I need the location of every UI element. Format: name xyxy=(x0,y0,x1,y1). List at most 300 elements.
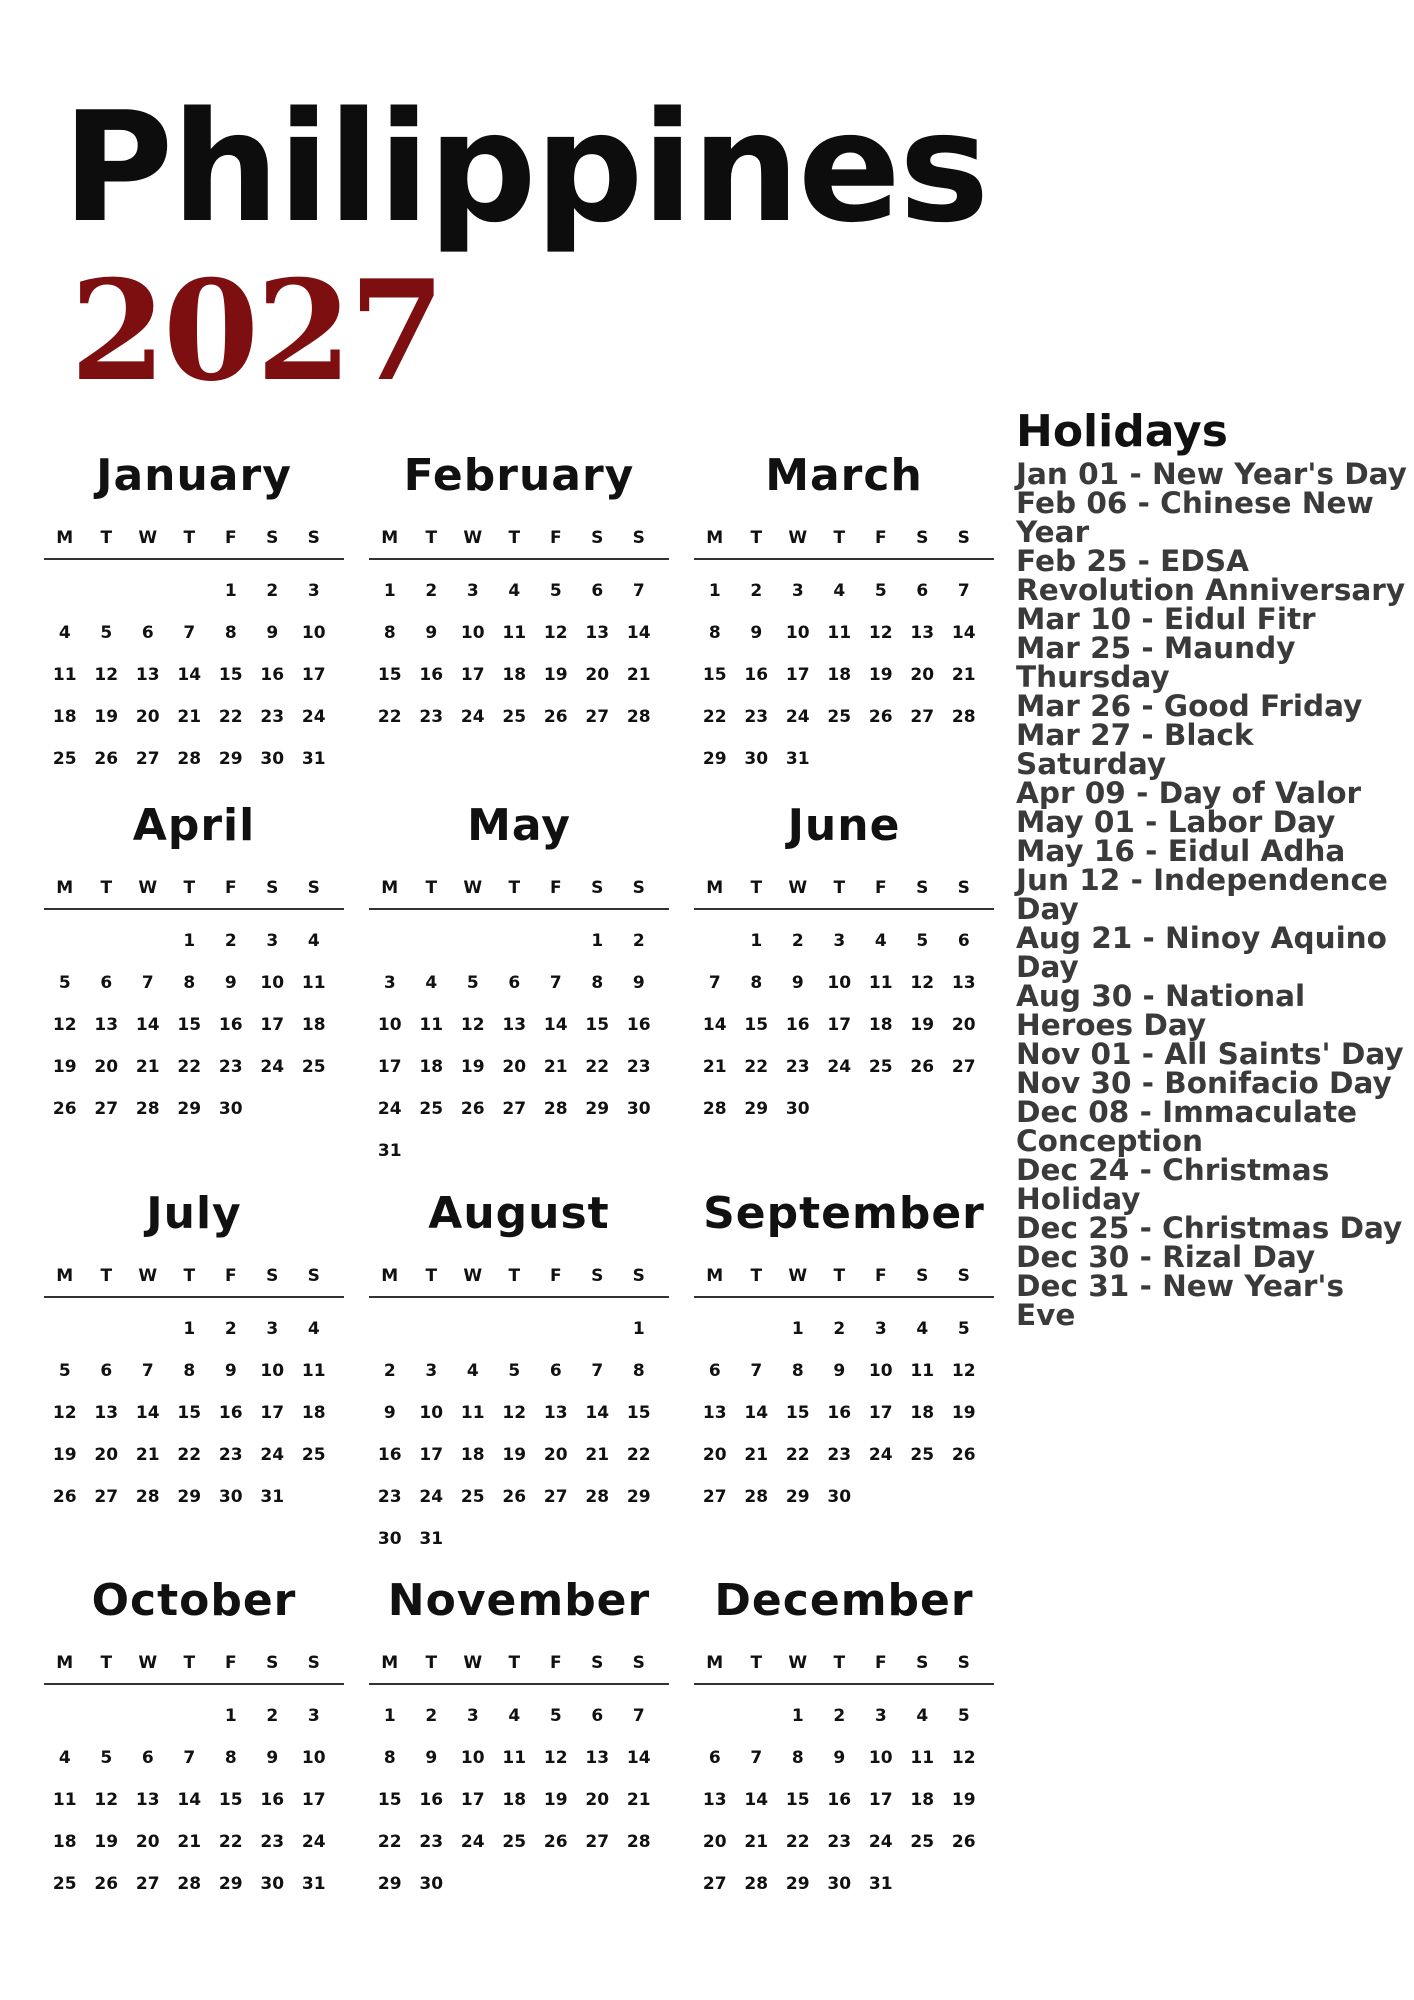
day-cell: 17 xyxy=(260,1403,285,1423)
month-june xyxy=(694,798,994,1130)
day-cell: 3 xyxy=(266,1319,279,1339)
day-cell: 31 xyxy=(301,749,326,769)
month-name: June xyxy=(787,800,901,851)
day-cell: 19 xyxy=(502,1445,527,1465)
day-cell: 20 xyxy=(951,1015,976,1035)
day-cell: 16 xyxy=(785,1015,810,1035)
day-cell: 29 xyxy=(785,1487,810,1507)
day-cell: 4 xyxy=(58,1748,71,1768)
day-cell: 19 xyxy=(910,1015,935,1035)
day-cell: 16 xyxy=(218,1015,243,1035)
day-cell: 6 xyxy=(591,581,604,601)
weekday-header xyxy=(369,878,669,910)
weekday-label: T xyxy=(750,878,763,898)
empty-cell xyxy=(169,570,211,612)
day-cell: 10 xyxy=(419,1403,444,1423)
day-cell: 24 xyxy=(460,707,485,727)
day-cell: 17 xyxy=(827,1015,852,1035)
day-cell: 29 xyxy=(744,1099,769,1119)
weekday-label: S xyxy=(266,878,279,898)
day-cell: 11 xyxy=(502,623,527,643)
day-cell: 1 xyxy=(224,1706,237,1726)
day-cell: 6 xyxy=(591,1706,604,1726)
day-cell: 15 xyxy=(218,665,243,685)
day-cell: 30 xyxy=(827,1487,852,1507)
weekday-label: T xyxy=(183,528,196,548)
day-cell: 26 xyxy=(460,1099,485,1119)
day-cell: 30 xyxy=(218,1099,243,1119)
weekday-label: W xyxy=(463,1653,483,1673)
day-cell: 20 xyxy=(910,665,935,685)
month-october xyxy=(44,1573,344,1905)
day-cell: 23 xyxy=(744,707,769,727)
day-cell: 17 xyxy=(301,665,326,685)
day-grid xyxy=(694,1308,994,1518)
holiday-item: Mar 26 - Good Friday xyxy=(1016,689,1363,724)
weekday-label: S xyxy=(266,1266,279,1286)
month-december xyxy=(694,1573,994,1905)
day-cell: 11 xyxy=(419,1015,444,1035)
day-cell: 14 xyxy=(177,1790,202,1810)
day-cell: 29 xyxy=(218,749,243,769)
day-grid xyxy=(44,1308,344,1518)
weekday-label: W xyxy=(463,1266,483,1286)
day-cell: 10 xyxy=(301,1748,326,1768)
weekday-label: S xyxy=(632,878,645,898)
day-cell: 13 xyxy=(585,623,610,643)
day-cell: 13 xyxy=(135,1790,160,1810)
day-cell: 2 xyxy=(383,1361,396,1381)
day-cell: 7 xyxy=(183,1748,196,1768)
empty-cell xyxy=(577,1308,619,1350)
day-cell: 23 xyxy=(827,1445,852,1465)
weekday-label: T xyxy=(100,1266,113,1286)
weekday-label: W xyxy=(788,528,808,548)
weekday-header xyxy=(44,528,344,560)
day-cell: 17 xyxy=(460,665,485,685)
day-cell: 24 xyxy=(301,1832,326,1852)
day-cell: 18 xyxy=(910,1403,935,1423)
weekday-label: M xyxy=(381,878,399,898)
weekday-label: F xyxy=(224,1653,237,1673)
weekday-label: W xyxy=(788,878,808,898)
day-cell: 12 xyxy=(460,1015,485,1035)
holidays-title: Holidays xyxy=(1016,406,1228,457)
weekday-label: M xyxy=(706,1266,724,1286)
weekday-header xyxy=(369,1266,669,1298)
day-cell: 23 xyxy=(218,1445,243,1465)
empty-cell xyxy=(452,920,494,962)
day-cell: 25 xyxy=(460,1487,485,1507)
day-cell: 17 xyxy=(260,1015,285,1035)
day-cell: 4 xyxy=(874,931,887,951)
day-cell: 14 xyxy=(626,623,651,643)
day-cell: 18 xyxy=(419,1057,444,1077)
day-cell: 7 xyxy=(549,973,562,993)
holiday-item: Dec 24 - Christmas Holiday xyxy=(1016,1153,1330,1217)
day-cell: 29 xyxy=(218,1874,243,1894)
holiday-item: Dec 25 - Christmas Day xyxy=(1016,1211,1403,1246)
day-cell: 15 xyxy=(218,1790,243,1810)
month-name: February xyxy=(403,450,635,501)
day-cell: 12 xyxy=(94,665,119,685)
weekday-label: S xyxy=(591,878,604,898)
day-cell: 22 xyxy=(177,1445,202,1465)
day-cell: 27 xyxy=(951,1057,976,1077)
day-cell: 22 xyxy=(702,707,727,727)
day-cell: 16 xyxy=(827,1403,852,1423)
day-cell: 19 xyxy=(94,1832,119,1852)
day-cell: 13 xyxy=(910,623,935,643)
holiday-item: Mar 27 - Black Saturday xyxy=(1016,718,1254,782)
day-cell: 5 xyxy=(549,1706,562,1726)
day-cell: 21 xyxy=(543,1057,568,1077)
day-cell: 19 xyxy=(951,1403,976,1423)
day-cell: 14 xyxy=(543,1015,568,1035)
weekday-label: S xyxy=(957,1266,970,1286)
day-cell: 5 xyxy=(957,1319,970,1339)
weekday-label: T xyxy=(508,878,521,898)
day-cell: 15 xyxy=(177,1015,202,1035)
day-cell: 31 xyxy=(868,1874,893,1894)
holiday-item: Jan 01 - New Year's Day xyxy=(1016,457,1407,492)
day-cell: 27 xyxy=(543,1487,568,1507)
day-cell: 20 xyxy=(585,1790,610,1810)
day-cell: 12 xyxy=(868,623,893,643)
day-grid xyxy=(369,920,669,1172)
empty-cell xyxy=(44,1308,86,1350)
day-cell: 13 xyxy=(94,1015,119,1035)
day-cell: 31 xyxy=(260,1487,285,1507)
weekday-header xyxy=(694,1653,994,1685)
day-cell: 4 xyxy=(833,581,846,601)
day-cell: 6 xyxy=(708,1748,721,1768)
day-cell: 16 xyxy=(827,1790,852,1810)
weekday-label: F xyxy=(874,878,887,898)
day-cell: 21 xyxy=(135,1445,160,1465)
day-cell: 8 xyxy=(183,973,196,993)
day-cell: 2 xyxy=(266,581,279,601)
weekday-label: S xyxy=(591,1653,604,1673)
day-cell: 4 xyxy=(508,581,521,601)
day-cell: 10 xyxy=(785,623,810,643)
weekday-label: F xyxy=(224,878,237,898)
weekday-label: F xyxy=(549,1653,562,1673)
empty-cell xyxy=(44,920,86,962)
day-cell: 7 xyxy=(750,1748,763,1768)
weekday-label: M xyxy=(706,878,724,898)
day-cell: 13 xyxy=(135,665,160,685)
weekday-label: M xyxy=(56,1653,74,1673)
day-cell: 10 xyxy=(301,623,326,643)
day-cell: 11 xyxy=(460,1403,485,1423)
day-cell: 2 xyxy=(833,1319,846,1339)
day-cell: 8 xyxy=(383,1748,396,1768)
day-cell: 7 xyxy=(708,973,721,993)
day-cell: 5 xyxy=(466,973,479,993)
weekday-label: W xyxy=(788,1653,808,1673)
day-cell: 1 xyxy=(791,1319,804,1339)
day-cell: 8 xyxy=(383,623,396,643)
day-cell: 28 xyxy=(585,1487,610,1507)
weekday-label: W xyxy=(138,1653,158,1673)
day-cell: 26 xyxy=(52,1487,77,1507)
day-cell: 20 xyxy=(702,1832,727,1852)
day-cell: 19 xyxy=(543,665,568,685)
weekday-header xyxy=(694,878,994,910)
day-cell: 21 xyxy=(744,1832,769,1852)
day-cell: 19 xyxy=(951,1790,976,1810)
day-cell: 5 xyxy=(58,973,71,993)
day-cell: 21 xyxy=(626,1790,651,1810)
day-cell: 8 xyxy=(632,1361,645,1381)
month-name: April xyxy=(132,800,256,851)
weekday-label: S xyxy=(632,1653,645,1673)
day-cell: 4 xyxy=(58,623,71,643)
day-cell: 17 xyxy=(785,665,810,685)
day-cell: 26 xyxy=(543,1832,568,1852)
day-cell: 5 xyxy=(58,1361,71,1381)
day-cell: 10 xyxy=(868,1361,893,1381)
weekday-label: F xyxy=(224,528,237,548)
empty-cell xyxy=(535,920,577,962)
day-cell: 2 xyxy=(632,931,645,951)
month-july xyxy=(44,1186,344,1518)
day-cell: 30 xyxy=(626,1099,651,1119)
day-cell: 8 xyxy=(791,1361,804,1381)
day-cell: 18 xyxy=(52,707,77,727)
weekday-header xyxy=(44,878,344,910)
day-cell: 3 xyxy=(307,581,320,601)
day-cell: 5 xyxy=(549,581,562,601)
day-cell: 31 xyxy=(785,749,810,769)
day-cell: 18 xyxy=(301,1403,326,1423)
day-cell: 19 xyxy=(460,1057,485,1077)
day-cell: 15 xyxy=(585,1015,610,1035)
day-cell: 28 xyxy=(135,1487,160,1507)
weekday-label: S xyxy=(916,878,929,898)
day-cell: 9 xyxy=(833,1748,846,1768)
day-cell: 19 xyxy=(868,665,893,685)
day-cell: 24 xyxy=(785,707,810,727)
day-cell: 6 xyxy=(141,1748,154,1768)
empty-cell xyxy=(411,1308,453,1350)
day-cell: 9 xyxy=(224,973,237,993)
day-cell: 17 xyxy=(419,1445,444,1465)
month-august xyxy=(369,1186,669,1560)
day-cell: 31 xyxy=(419,1529,444,1549)
day-cell: 24 xyxy=(301,707,326,727)
day-cell: 7 xyxy=(957,581,970,601)
day-cell: 11 xyxy=(502,1748,527,1768)
day-cell: 18 xyxy=(460,1445,485,1465)
empty-cell xyxy=(694,1695,736,1737)
day-cell: 15 xyxy=(177,1403,202,1423)
day-cell: 7 xyxy=(632,1706,645,1726)
weekday-header xyxy=(44,1266,344,1298)
day-cell: 10 xyxy=(460,1748,485,1768)
day-cell: 10 xyxy=(377,1015,402,1035)
day-cell: 1 xyxy=(183,1319,196,1339)
day-cell: 9 xyxy=(425,1748,438,1768)
day-cell: 24 xyxy=(868,1832,893,1852)
day-cell: 22 xyxy=(585,1057,610,1077)
empty-cell xyxy=(736,1308,778,1350)
day-cell: 21 xyxy=(744,1445,769,1465)
day-cell: 23 xyxy=(260,1832,285,1852)
weekday-label: S xyxy=(916,1653,929,1673)
weekday-label: T xyxy=(425,528,438,548)
holiday-item: May 16 - Eidul Adha xyxy=(1016,834,1346,869)
day-cell: 26 xyxy=(543,707,568,727)
day-cell: 8 xyxy=(591,973,604,993)
empty-cell xyxy=(86,1695,128,1737)
day-cell: 14 xyxy=(135,1015,160,1035)
day-cell: 20 xyxy=(94,1057,119,1077)
empty-cell xyxy=(494,1308,536,1350)
day-cell: 16 xyxy=(218,1403,243,1423)
day-cell: 4 xyxy=(508,1706,521,1726)
day-cell: 10 xyxy=(260,1361,285,1381)
day-cell: 21 xyxy=(585,1445,610,1465)
day-cell: 14 xyxy=(626,1748,651,1768)
holiday-item: Apr 09 - Day of Valor xyxy=(1016,776,1362,811)
day-cell: 24 xyxy=(460,1832,485,1852)
day-cell: 27 xyxy=(135,1874,160,1894)
day-cell: 31 xyxy=(377,1141,402,1161)
day-cell: 4 xyxy=(307,1319,320,1339)
day-cell: 23 xyxy=(419,707,444,727)
day-cell: 25 xyxy=(52,749,77,769)
day-cell: 12 xyxy=(94,1790,119,1810)
day-grid xyxy=(694,920,994,1130)
day-cell: 11 xyxy=(301,973,326,993)
weekday-label: W xyxy=(138,528,158,548)
weekday-label: T xyxy=(833,1266,846,1286)
day-cell: 27 xyxy=(94,1099,119,1119)
day-cell: 26 xyxy=(951,1445,976,1465)
day-cell: 27 xyxy=(94,1487,119,1507)
day-cell: 28 xyxy=(135,1099,160,1119)
day-cell: 25 xyxy=(301,1445,326,1465)
weekday-label: S xyxy=(307,1266,320,1286)
weekday-label: F xyxy=(549,878,562,898)
day-cell: 6 xyxy=(141,623,154,643)
day-cell: 27 xyxy=(585,1832,610,1852)
day-cell: 20 xyxy=(135,707,160,727)
weekday-label: M xyxy=(56,528,74,548)
weekday-label: T xyxy=(833,528,846,548)
empty-cell xyxy=(86,1308,128,1350)
day-cell: 29 xyxy=(377,1874,402,1894)
day-cell: 9 xyxy=(750,623,763,643)
holiday-item: Dec 31 - New Year's Eve xyxy=(1016,1269,1345,1333)
day-cell: 20 xyxy=(502,1057,527,1077)
day-cell: 2 xyxy=(224,931,237,951)
day-cell: 22 xyxy=(377,707,402,727)
month-name: March xyxy=(765,450,923,501)
day-cell: 28 xyxy=(626,707,651,727)
page-title: Philippines xyxy=(62,79,988,256)
day-cell: 30 xyxy=(218,1487,243,1507)
day-cell: 1 xyxy=(791,1706,804,1726)
day-cell: 23 xyxy=(260,707,285,727)
day-cell: 9 xyxy=(632,973,645,993)
day-cell: 28 xyxy=(177,749,202,769)
day-cell: 4 xyxy=(916,1706,929,1726)
weekday-label: T xyxy=(508,1266,521,1286)
day-cell: 8 xyxy=(224,1748,237,1768)
day-cell: 1 xyxy=(224,581,237,601)
weekday-label: W xyxy=(463,878,483,898)
weekday-label: M xyxy=(381,1266,399,1286)
day-cell: 3 xyxy=(425,1361,438,1381)
empty-cell xyxy=(86,570,128,612)
day-cell: 26 xyxy=(910,1057,935,1077)
day-cell: 1 xyxy=(708,581,721,601)
day-cell: 9 xyxy=(425,623,438,643)
year-heading: 2027 xyxy=(70,249,443,412)
day-cell: 6 xyxy=(549,1361,562,1381)
day-cell: 28 xyxy=(951,707,976,727)
weekday-label: S xyxy=(632,528,645,548)
weekday-label: S xyxy=(591,528,604,548)
day-cell: 17 xyxy=(868,1403,893,1423)
weekday-label: S xyxy=(916,528,929,548)
day-cell: 12 xyxy=(910,973,935,993)
day-cell: 29 xyxy=(626,1487,651,1507)
day-cell: 27 xyxy=(702,1874,727,1894)
day-cell: 28 xyxy=(626,1832,651,1852)
day-cell: 28 xyxy=(177,1874,202,1894)
weekday-label: S xyxy=(632,1266,645,1286)
day-cell: 7 xyxy=(591,1361,604,1381)
day-cell: 15 xyxy=(744,1015,769,1035)
day-cell: 3 xyxy=(791,581,804,601)
day-cell: 6 xyxy=(957,931,970,951)
day-cell: 4 xyxy=(307,931,320,951)
month-name: September xyxy=(703,1188,985,1239)
holiday-item: May 01 - Labor Day xyxy=(1016,805,1336,840)
day-cell: 3 xyxy=(307,1706,320,1726)
day-cell: 11 xyxy=(868,973,893,993)
day-cell: 15 xyxy=(377,665,402,685)
day-cell: 28 xyxy=(744,1874,769,1894)
day-cell: 15 xyxy=(702,665,727,685)
weekday-label: T xyxy=(183,1266,196,1286)
weekday-label: T xyxy=(183,878,196,898)
weekday-label: M xyxy=(706,1653,724,1673)
holiday-item: Aug 21 - Ninoy Aquino Day xyxy=(1016,921,1387,985)
day-cell: 25 xyxy=(52,1874,77,1894)
holiday-item: Mar 25 - Maundy Thursday xyxy=(1016,631,1296,695)
day-cell: 20 xyxy=(135,1832,160,1852)
day-cell: 23 xyxy=(218,1057,243,1077)
day-cell: 13 xyxy=(702,1403,727,1423)
day-grid xyxy=(369,570,669,738)
day-cell: 26 xyxy=(868,707,893,727)
day-cell: 15 xyxy=(785,1790,810,1810)
month-january xyxy=(44,448,344,780)
day-cell: 5 xyxy=(874,581,887,601)
holiday-item: Feb 06 - Chinese New Year xyxy=(1016,486,1374,550)
empty-cell xyxy=(127,1695,169,1737)
day-cell: 3 xyxy=(833,931,846,951)
weekday-label: S xyxy=(307,528,320,548)
day-cell: 2 xyxy=(425,581,438,601)
empty-cell xyxy=(169,1695,211,1737)
day-cell: 3 xyxy=(383,973,396,993)
